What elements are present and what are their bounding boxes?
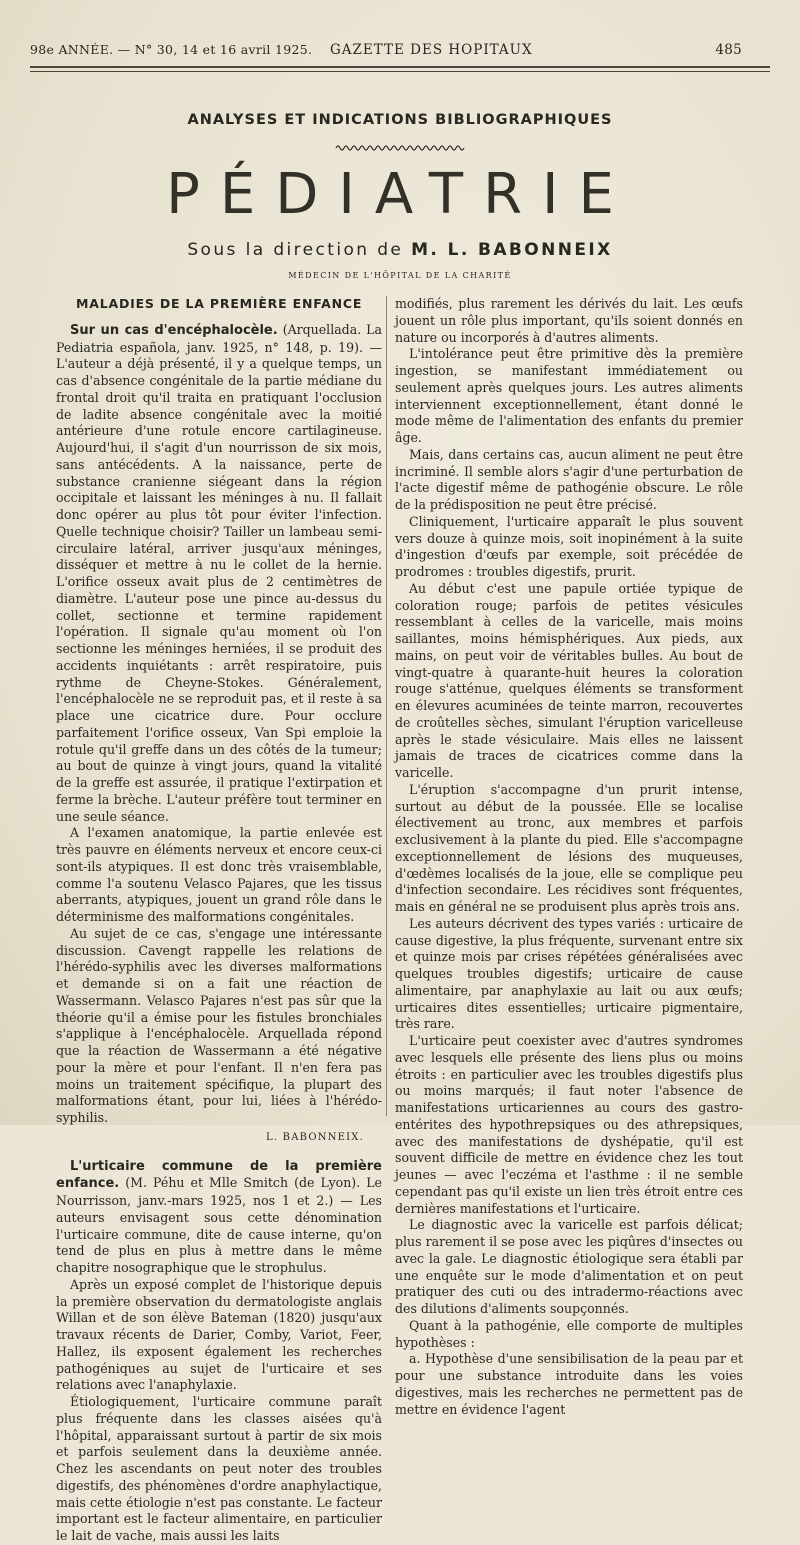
section-title: ANALYSES ET INDICATIONS BIBLIOGRAPHIQUES <box>187 112 613 128</box>
right-paragraph-9: Le diagnostic avec la varicelle est parfois délicat; plus rarement il se pose avec les piqûres d'insectes ou avec la gale. Le diagnostic étiologique sera établi par une enquête sur le mode d'alimentation et on peut pratiquer des cuti ou des intradermo-réactions avec des dilutions d'aliments soupçonnés. <box>395 1217 743 1316</box>
right-column <box>395 296 743 1418</box>
header-rule-thin <box>30 71 770 72</box>
left-column <box>56 296 382 1545</box>
article1-paragraph-3: Au sujet de ce cas, s'engage une intéressante discussion. Cavengt rappelle les relations de l'hérédo-syphilis avec les diverses malformations et demande si on a fait une réaction de Wassermann. Velasco Pajares n'est pas sûr que la théorie qu'il a émise pour les fistules bronchiales s'applique à l'encéphalocèle. Arquellada répond que la réaction de Wassermann a été négative pour la mère et pour l'enfant. Il n'en fera pas moins un traitement spécifique, la plupart des malformations étant, pour lui, liées à l'hérédo-syphilis. <box>56 925 382 1125</box>
subsection-title: MALADIES DE LA PREMIÈRE ENFANCE <box>76 296 363 311</box>
article2-text: Les auteurs envisagent sous cette dénomination l'urticaire commune, dite de cause interne, qu'on tend de plus en plus à mettre dans le même chapitre nosographique que le strophulus. <box>56 1193 382 1275</box>
director-name: M. L. BABONNEIX <box>411 240 613 260</box>
article1-title: Sur un cas d'encéphalocèle. <box>70 322 278 338</box>
issue-line: 98e ANNÉE. — N° 30, 14 et 16 avril 1925. <box>30 42 313 57</box>
right-paragraph-3: Mais, dans certains cas, aucun aliment ne peut être incriminé. Il semble alors s'agir d'une perturbation de l'acte digestif même de pathogénie obscure. Le rôle de la prédisposition ne peut être précisé. <box>395 446 743 512</box>
right-paragraph-6: L'éruption s'accompagne d'un prurit intense, surtout au début de la poussée. Elle se localise électivement au tronc, aux membres et parfois exclusivement à la plante du pied. Elle s'accompagne exceptionnellement de lésions des muqueuses, d'œdèmes localisés de la joue, elle se complique peu d'infection secondaire. Les récidives sont fréquentes, mais en général ne se produisent plus après trois ans. <box>395 781 743 914</box>
right-paragraph-11: a. Hypothèse d'une sensibilisation de la peau par et pour une substance introduite dans les voies digestives, mais les recherches ne permettent pas de mettre en évidence l'agent <box>395 1351 743 1417</box>
right-paragraph-7: Les auteurs décrivent des types variés : urticaire de cause digestive, la plus fréquente, survenant entre six et quinze mois par crises répétées généralisées avec quelques troubles digestifs; urticaire de cause alimentaire, par anaphylaxie au lait ou aux œufs; urticaires dites essentielles; urticaire pigmentaire, très rare. <box>395 915 743 1032</box>
header-rule-thick <box>30 66 770 68</box>
director-title: MÉDECIN DE L'HÔPITAL DE LA CHARITÉ <box>288 271 512 280</box>
journal-name: GAZETTE DES HOPITAUX <box>330 42 533 58</box>
article2-paragraph <box>56 1158 382 1277</box>
article2-paragraph-2: Après un exposé complet de l'historique depuis la première observation du dermatologiste anglais Willan et de son élève Bateman (1820) jusqu'aux travaux récents de Darier, Comby, Variot, Feer, Hallez, ils exposent également les recherches pathogéniques au sujet de l'urticaire et ses relations avec l'anaphylaxie. <box>56 1276 382 1393</box>
wavy-ornament <box>336 144 464 152</box>
right-paragraph-1: modifiés, plus rarement les dérivés du lait. Les œufs jouent un rôle plus important, qu'ils soient donnés en nature ou incorporés à d'autres aliments. <box>395 296 743 345</box>
page-number: 485 <box>715 42 742 58</box>
article1-paragraph-2: A l'examen anatomique, la partie enlevée est très pauvre en éléments nerveux et encore ceux-ci sont-ils atypiques. Il est donc très vraisemblable, comme l'a soutenu Velasco Pajares, que les tissus aberrants, atypiques, jouent un grand rôle dans le déterminisme des malformations congénitales. <box>56 825 382 924</box>
direction-prefix: Sous la direction de <box>187 240 404 260</box>
right-paragraph-8: L'urticaire peut coexister avec d'autres syndromes avec lesquels elle présente des liens plus ou moins étroits : en particulier avec les troubles digestifs plus ou moins marqués; il faut noter l'absence de manifestations urticariennes au cours des gastro-entérites des hypothrepsiques ou des athrepsiques, avec des manifestations de dyshépatie, qu'il est souvent difficile de mettre en évidence chez les tout jeunes — avec l'eczéma et l'asthme : il ne semble cependant pas qu'il existe un lien très étroit entre ces dernières manifestations et l'urticaire. <box>395 1033 743 1216</box>
right-paragraph-2: L'intolérance peut être primitive dès la première ingestion, se manifestant immédiatement ou seulement après quelques jours. Les autres aliments interviennent exceptionnellement, étant donné le mode même de l'alimentation des enfants du premier âge. <box>395 346 743 445</box>
article2-paragraph-3: Étiologiquement, l'urticaire commune paraît plus fréquente dans les classes aisées qu'à l'hôpital, apparaissant surtout à partir de six mois et parfois seulement dans la deuxième année. Chez les ascendants on peut noter des troubles digestifs, des phénomènes d'ordre anaphylactique, mais cette étiologie n'est pas constante. Le facteur important est le facteur alimentaire, en particulier le lait de vache, mais aussi les laits <box>56 1394 382 1543</box>
right-paragraph-5: Au début c'est une papule ortiée typique de coloration rouge; parfois de petites vésicules ressemblant à celles de la varicelle, mais moins saillantes, moins hémisphériques. Aux pieds, aux mains, on peut voir de véritables bulles. Au bout de vingt-quatre à quarante-huit heures la coloration rouge s'atténue, quelques éléments se transforment en élevures acuminées de teinte marron, recouvertes de croûtelles sèches, simulant l'éruption varicelleuse après le stade vésiculaire. Mais elles ne laissent jamais de traces de cicatrices comme dans la varicelle. <box>395 580 743 780</box>
right-paragraph-4: Cliniquement, l'urticaire apparaît le plus souvent vers douze à quinze mois, soit inopinément à la suite d'ingestion d'œufs par exemple, soit précédée de prodromes : troubles digestifs, prurit. <box>395 513 743 579</box>
article2-title: L'urticaire commune de la première enfance. <box>56 1158 382 1192</box>
running-head <box>30 42 770 62</box>
article1-paragraph <box>56 322 382 826</box>
pediatrie-heading: PÉDIATRIE <box>166 162 634 227</box>
article2-citation: (M. Péhu et Mlle Smitch (de Lyon). Le Nourrisson, janv.-mars 1925, nos 1 et 2.) — <box>56 1175 382 1208</box>
article1-citation: (Arquellada. La Pediatria española, janv. 1925, n° 148, p. 19). — <box>56 321 382 355</box>
article1-text: L'auteur a déjà présenté, il y a quelque temps, un cas d'absence congénitale de la partie médiane du frontal droit qu'il traita en pratiquant l'occlusion de ladite absence congénitale avec la moitié antérieure d'une rotule encore cartilagineuse. Aujourd'hui, il s'agit d'un nourrisson de six mois, sans antécédents. A la naissance, perte de substance cranienne siégeant dans la région occipitale et laissant les méninges à nu. Il fallait donc opérer au plus tôt pour éviter l'infection. Quelle technique choisir? Tailler un lambeau semi-circulaire latéral, arriver jusqu'aux méninges, disséquer et mettre à nu le collet de la hernie. L'orifice osseux avait plus de 2 centimètres de diamètre. L'auteur pose une pince au-dessus du collet, sectionne et termine rapidement l'opération. Il signale qu'au moment où l'on sectionne les méninges herniées, il se produit des accidents inquiétants : arrêt respiratoire, puis rythme de Cheyne-Stokes. Généralement, l'encéphalocèle ne se reproduit pas, et il reste à sa place une cicatrice dure. Pour occlure parfaitement l'orifice osseux, Van Spi emploie la rotule qu'il greffe dans un des côtés de la tumeur; au bout de quinze à vingt jours, quand la vitalité de la greffe est assurée, il pratique l'extirpation et ferme la brèche. L'auteur préfère tout terminer en une seule séance. <box>56 356 382 824</box>
right-paragraph-10: Quant à la pathogénie, elle comporte de multiples hypothèses : <box>395 1317 743 1350</box>
direction-line <box>0 240 800 260</box>
column-divider <box>386 296 387 1116</box>
article1-signature: L. BABONNEIX. <box>266 1131 364 1143</box>
